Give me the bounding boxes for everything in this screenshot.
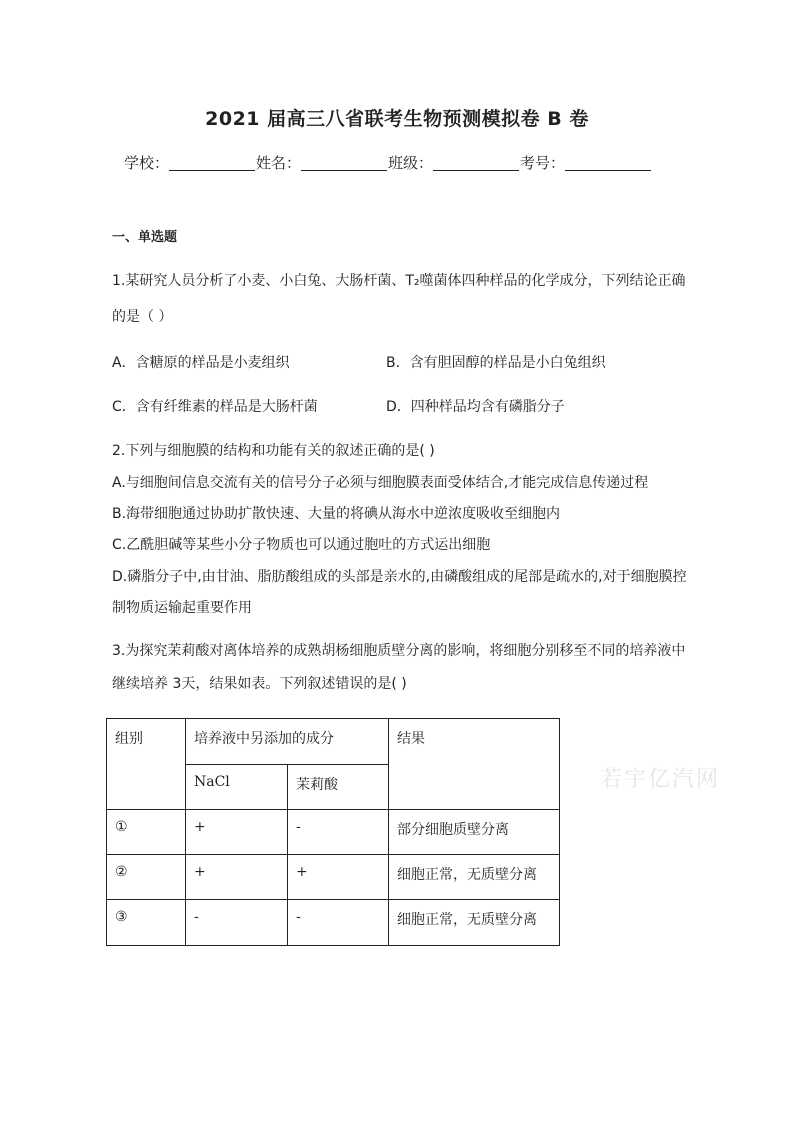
name-label: 姓名： bbox=[256, 154, 302, 172]
q3-stem-line1: 3.为探究茉莉酸对离体培养的成熟胡杨细胞质壁分离的影响，将细胞分别移至不同的培养液中 bbox=[112, 643, 686, 659]
cell-nacl: - bbox=[186, 900, 288, 946]
q2-option-a: A.与细胞间信息交流有关的信号分子必须与细胞膜表面受体结合,才能完成信息传递过程 bbox=[112, 475, 649, 491]
cell-group: ② bbox=[107, 855, 186, 900]
table-row bbox=[107, 855, 560, 900]
school-blank bbox=[169, 155, 255, 171]
cell-result: 细胞正常，无质壁分离 bbox=[389, 900, 560, 946]
q3-stem-line2: 继续培养 3天，结果如表。下列叙述错误的是( ) bbox=[112, 676, 407, 692]
page-title: 2021 届高三八省联考生物预测模拟卷 B 卷 bbox=[205, 108, 589, 130]
cell-nacl: + bbox=[186, 810, 288, 855]
student-info-row bbox=[124, 152, 652, 173]
cell-group: ③ bbox=[107, 900, 186, 946]
cell-jasmonic-acid: + bbox=[288, 855, 389, 900]
header-group: 组别 bbox=[107, 719, 186, 810]
name-blank bbox=[301, 155, 387, 171]
q1-option-d: D．四种样品均含有磷脂分子 bbox=[386, 399, 565, 415]
exam-number-blank bbox=[565, 155, 651, 171]
q1-option-c: C．含有纤维素的样品是大肠杆菌 bbox=[112, 399, 318, 415]
cell-jasmonic-acid: - bbox=[288, 900, 389, 946]
section-heading: 一、单选题 bbox=[112, 230, 178, 245]
q2-option-d-line2: 制物质运输起重要作用 bbox=[112, 600, 252, 616]
class-blank bbox=[433, 155, 519, 171]
q2-option-c: C.乙酰胆碱等某些小分子物质也可以通过胞吐的方式运出细胞 bbox=[112, 537, 491, 553]
subheader-nacl: NaCl bbox=[186, 765, 288, 810]
class-label: 班级： bbox=[388, 154, 434, 172]
q2-option-b: B.海带细胞通过协助扩散快速、大量的将碘从海水中逆浓度吸收至细胞内 bbox=[112, 506, 561, 522]
school-label: 学校： bbox=[124, 154, 170, 172]
header-added-components: 培养液中另添加的成分 bbox=[186, 719, 389, 765]
exam-number-label: 考号： bbox=[520, 154, 566, 172]
subheader-jasmonic-acid: 茉莉酸 bbox=[288, 765, 389, 810]
watermark: 若宇亿汽网 bbox=[600, 767, 721, 792]
header-result: 结果 bbox=[389, 719, 560, 810]
q2-stem: 2.下列与细胞膜的结构和功能有关的叙述正确的是( ) bbox=[112, 443, 435, 459]
table-row bbox=[107, 810, 560, 855]
cell-result: 细胞正常，无质壁分离 bbox=[389, 855, 560, 900]
results-table bbox=[106, 718, 560, 946]
cell-result: 部分细胞质壁分离 bbox=[389, 810, 560, 855]
cell-jasmonic-acid: - bbox=[288, 810, 389, 855]
cell-nacl: + bbox=[186, 855, 288, 900]
q1-option-a: A．含糖原的样品是小麦组织 bbox=[112, 355, 290, 371]
q1-option-b: B．含有胆固醇的样品是小白兔组织 bbox=[386, 355, 606, 371]
cell-group: ① bbox=[107, 810, 186, 855]
q1-stem-line1: 1.某研究人员分析了小麦、小白兔、大肠杆菌、T₂噬菌体四种样品的化学成分，下列结论正确 bbox=[112, 273, 686, 289]
q1-stem-line2: 的是（ ） bbox=[112, 309, 173, 325]
table-row bbox=[107, 900, 560, 946]
q2-option-d-line1: D.磷脂分子中,由甘油、脂肪酸组成的头部是亲水的,由磷酸组成的尾部是疏水的,对于细胞膜控 bbox=[112, 569, 687, 585]
